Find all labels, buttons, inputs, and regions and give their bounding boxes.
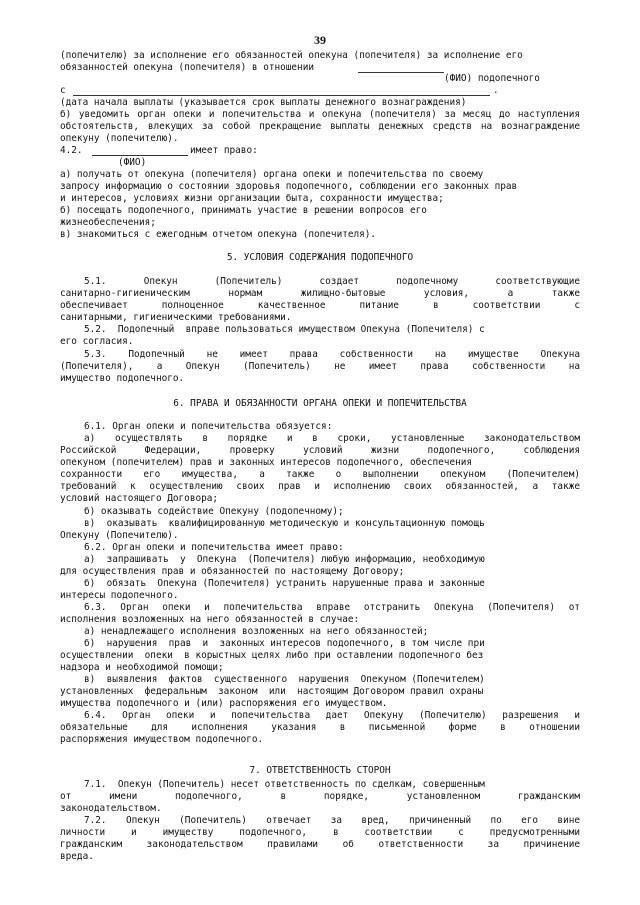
- text-line: а) запрашивать у Опекуна (Попечителя) любую информацию, необходимую: [84, 554, 485, 565]
- text-line: 7.1. Опекун (Попечитель) несет ответственность по сделкам, совершенным: [84, 779, 485, 790]
- text-line: а) осуществлять в порядке и в сроки, установленные законодательством: [84, 433, 580, 444]
- text-line: 5.3. Подопечный не имеет права собственности на имуществе Опекуна: [84, 349, 580, 360]
- text-line: а) получать от опекуна (попечителя) органа опеки и попечительства по своему: [60, 169, 484, 180]
- blank-underline: [358, 72, 444, 73]
- text-line: сохранности его имущества, а также о выполнении опекуном (Попечителем): [60, 469, 580, 480]
- text-line: законодательством.: [60, 803, 162, 814]
- text-line: и интересов, условиях жизни организации быта, сохранности имущества;: [60, 193, 444, 204]
- text-line: надзора и необходимой помощи;: [60, 662, 224, 673]
- caption-fio: (ФИО) подопечного: [444, 73, 540, 84]
- text-line: с: [60, 85, 66, 96]
- text-line: 5.2. Подопечный вправе пользоваться имуществом Опекуна (Попечителя) с: [84, 324, 485, 335]
- text-line: исполнения возложенных на него обязанностей в случае:: [60, 614, 360, 625]
- caption-fio: (ФИО): [118, 157, 147, 168]
- text-line: .: [493, 85, 499, 96]
- text-line: интересы подопечного.: [60, 590, 179, 601]
- text-line: 6.3. Орган опеки и попечительства вправе отстранить Опекуна (Попечителя) от: [84, 602, 580, 613]
- text-line: обязанностей опекуна (попечителя) в отношении: [60, 62, 314, 73]
- text-line: Опекуну (Попечителю).: [60, 530, 179, 541]
- text-line: распоряжения имуществом подопечного.: [60, 734, 264, 745]
- text-line: б) нарушения прав и законных интересов подопечного, в том числе при: [84, 638, 485, 649]
- text-line: опекуну (попечителю).: [60, 133, 179, 144]
- text-line: его согласия.: [60, 336, 134, 347]
- text-line: запросу информацию о состоянии здоровья подопечного, соблюдении его законных прав: [60, 181, 518, 192]
- text-line: для осуществления прав и обязанностей по настоящему Договору;: [60, 566, 405, 577]
- text-line: 5.1. Опекун (Попечитель) создает подопечному соответствующие: [84, 276, 580, 287]
- section-heading: 6. ПРАВА И ОБЯЗАННОСТИ ОРГАНА ОПЕКИ И ПОПЕЧИТЕЛЬСТВА: [173, 398, 467, 409]
- text-line: 4.2.: [60, 145, 83, 156]
- text-line: обстоятельств, влекущих за собой прекращение выплаты денежных средств на вознаграждение: [60, 121, 580, 132]
- page-number: 39: [314, 33, 326, 47]
- text-line: 7.2. Опекун (Попечитель) отвечает за вред, причиненный по его вине: [84, 815, 580, 826]
- text-line: Российской Федерации, проверку условий жизни подопечного, соблюдения: [60, 445, 580, 456]
- text-line: санитарно-гигиеническим нормам жилищно-бытовые условия, а также: [60, 288, 580, 299]
- text-line: 6.1. Орган опеки и попечительства обязуется:: [84, 421, 333, 432]
- text-line: (Попечителя), а Опекун (Попечитель) не имеет права собственности на: [60, 361, 580, 372]
- text-line: б) обязать Опекуна (Попечителя) устранить нарушенные права и законные: [84, 578, 485, 589]
- text-line: имущество подопечного.: [60, 373, 185, 384]
- blank-underline: [73, 95, 490, 96]
- text-line: б) посещать подопечного, принимать участие в решении вопросов его: [60, 205, 427, 216]
- text-line: личности и имуществу подопечного, в соответствии с предусмотренными: [60, 827, 580, 838]
- text-line: имеет право:: [190, 145, 258, 156]
- text-line: в) оказывать квалифицированную методическую и консультационную помощь: [84, 518, 485, 529]
- text-line: требований к осуществлению своих прав и исполнению своих обязанностей, а также: [60, 481, 580, 492]
- text-line: от имени подопечного, в порядке, установленном гражданским: [60, 791, 580, 802]
- text-line: 6.4. Орган опеки и попечительства дает Опекуну (Попечителю) разрешения и: [84, 710, 580, 721]
- caption-date: (дата начала выплаты (указывается срок выплаты денежного вознаграждения): [60, 97, 467, 108]
- text-line: (попечителю) за исполнение его обязанностей опекуна (попечителя) за исполнение его: [60, 50, 523, 61]
- blank-underline: [92, 155, 188, 156]
- text-line: вреда.: [60, 851, 94, 862]
- text-line: 6.2. Орган опеки и попечительства имеет право:: [84, 542, 344, 553]
- text-line: жизнеобеспечения;: [60, 217, 156, 228]
- text-line: условий настоящего Договора;: [60, 493, 219, 504]
- section-heading: 7. ОТВЕТСТВЕННОСТЬ СТОРОН: [249, 765, 391, 776]
- text-line: в) знакомиться с ежегодным отчетом опекуна (попечителя).: [60, 229, 377, 240]
- text-line: санитарными, гигиеническими требованиями.: [60, 312, 292, 323]
- section-heading: 5. УСЛОВИЯ СОДЕРЖАНИЯ ПОДОПЕЧНОГО: [226, 252, 414, 263]
- text-line: обязательные для исполнения указания в письменной форме в отношении: [60, 722, 580, 733]
- text-line: гражданским законодательством правилами об ответственности за причинение: [60, 839, 580, 850]
- text-line: осуществлении опеки в корыстных целях либо при оставлении подопечного без: [60, 650, 484, 661]
- text-line: имущества подопечного и (или) распоряжения его имуществом.: [60, 698, 388, 709]
- text-line: б) уведомить орган опеки и попечительства и опекуна (попечителя) за месяц до наступления: [60, 109, 580, 120]
- text-line: б) оказывать содействие Опекуну (подопечному);: [84, 506, 344, 517]
- text-line: обеспечивает полноценное качественное питание в соответствии с: [60, 300, 580, 311]
- text-line: опекуном (попечителем) прав и законных интересов подопечного, обеспечения: [60, 457, 473, 468]
- text-line: в) выявления фактов существенного нарушения Опекуном (Попечителем): [84, 674, 485, 685]
- text-line: а) ненадлежащего исполнения возложенных на него обязанностей;: [84, 626, 429, 637]
- text-line: установленных федеральным законом или настоящим Договором правил охраны: [60, 686, 484, 697]
